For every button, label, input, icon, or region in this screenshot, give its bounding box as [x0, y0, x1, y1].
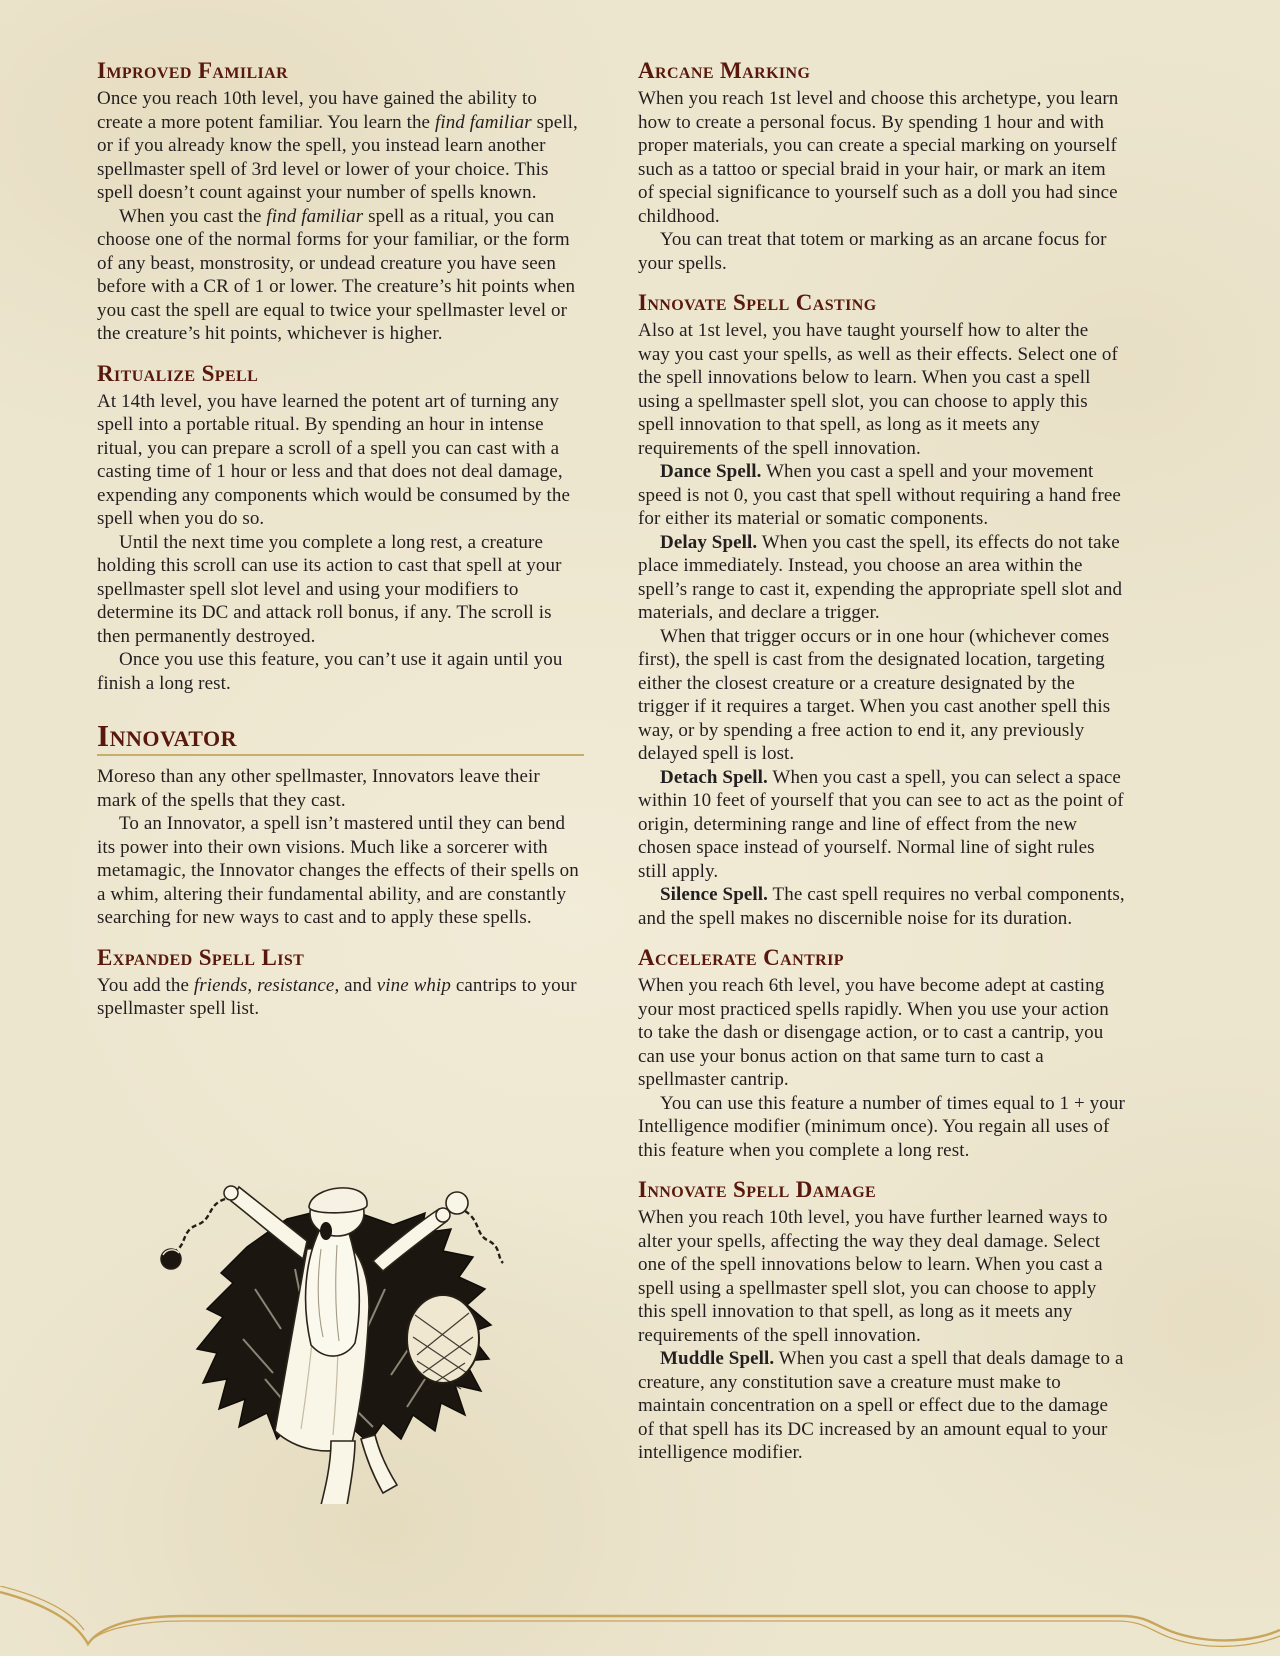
italic-run: find familiar	[434, 111, 532, 133]
right-column	[638, 58, 1125, 1504]
bold-run: Detach Spell.	[660, 766, 768, 788]
text-run: Moreso than any other spellmaster, Innovators leave their mark of the spells that they cast.	[97, 766, 540, 811]
section-heading: Expanded Spell List	[97, 944, 305, 970]
text-run: When you cast a spell, you can select a space within 10 feet of yourself that you can see to act as the point of origin, determining range and line of effect from the new chosen space instead of yourself. Normal line of sight rules still apply.	[638, 766, 1124, 882]
text-run: , and	[334, 974, 377, 996]
paragraph	[638, 531, 1125, 625]
paragraph	[638, 1092, 1125, 1163]
paragraph	[97, 765, 584, 812]
paragraph	[638, 228, 1125, 275]
right-column-text	[638, 58, 1125, 1465]
paragraph	[638, 625, 1125, 766]
section-heading: Improved Familiar	[97, 58, 289, 83]
section-heading: Arcane Marking	[638, 58, 811, 83]
paragraph	[97, 205, 584, 346]
footer-ornament	[0, 1586, 1280, 1656]
text-run: When you cast the	[119, 205, 267, 227]
bold-run: Muddle Spell.	[660, 1348, 775, 1369]
paragraph	[638, 766, 1125, 884]
paragraph	[638, 87, 1125, 228]
section-heading: Innovate Spell Damage	[638, 1177, 877, 1202]
paragraph	[97, 87, 584, 205]
bold-run: Silence Spell.	[660, 884, 769, 905]
italic-run: vine whip	[376, 974, 451, 996]
text-run: spell as a ritual, you can choose one of the normal forms for your familiar, or the form of any beast, monstrosity, or undead creature you have seen before with a CR of 1 or lower. The creature’s hit points when you cast the spell are equal to twice your spellmaster level or the creature’s hit points, whichever is higher.	[97, 205, 576, 344]
paragraph	[638, 319, 1125, 460]
italic-run: find familiar	[266, 205, 364, 227]
text-run: When you reach 1st level and choose this archetype, you learn how to create a personal focus. By spending 1 hour and with proper materials, you can create a special marking on yourself such as a tattoo or special braid in your hair, or mark an item of special significance to yourself such as a doll you had since childhood.	[638, 88, 1119, 227]
left-column	[97, 58, 584, 1504]
left-column-text	[97, 58, 584, 1021]
wizard-illustration	[125, 1109, 517, 1504]
section-heading: Ritualize Spell	[97, 360, 259, 386]
paragraph	[638, 883, 1125, 930]
section-heading-large: Innovator	[97, 719, 584, 756]
text-run: cantrips to your spellmaster spell list.	[97, 974, 577, 1019]
text-run: When you cast a spell that deals damage to a creature, any constitution save a creature must make to maintain concentration on a spell or effect due to the damage of that spell has its DC increased by an amount equal to your intelligence modifier.	[638, 1348, 1124, 1463]
section-heading: Innovate Spell Casting	[638, 290, 877, 315]
text-run: When you cast a spell and your movement speed is not 0, you cast that spell without requiring a hand free for either its material or somatic components.	[638, 461, 1121, 529]
italic-run: friends	[193, 974, 248, 996]
text-run: When you reach 10th level, you have further learned ways to alter your spells, affecting the way they deal damage. Select one of the spell innovations below to learn. When you cast a spell using a spellmaster spell slot, you can choose to apply this spell innovation to that spell, as long as it meets any requirements of the spell innovation.	[638, 1207, 1108, 1346]
italic-run: resistance	[257, 974, 335, 996]
paragraph	[638, 1206, 1125, 1347]
section-heading: Accelerate Cantrip	[638, 945, 844, 970]
paragraph	[97, 812, 584, 930]
text-run: The cast spell requires no verbal components, and the spell makes no discernible noise for its duration.	[638, 884, 1125, 929]
text-run: Until the next time you complete a long rest, a creature holding this scroll can use its action to cast that spell at your spellmaster spell slot level and using your modifiers to determine its DC and attack roll bonus, if any. The scroll is then permanently destroyed.	[97, 531, 562, 647]
text-run: When that trigger occurs or in one hour (whichever comes first), the spell is cast from the designated location, targeting either the closest creature or a creature designated by the trigger if it requires a target. When you cast another spell this way, or by spending a free action to end it, any previously delayed spell is lost.	[638, 625, 1111, 764]
text-run: Once you use this feature, you can’t use it again until you finish a long rest.	[97, 649, 563, 694]
paragraph	[638, 974, 1125, 1092]
text-run: You add the	[97, 974, 194, 996]
bold-run: Delay Spell.	[660, 531, 758, 553]
text-run: At 14th level, you have learned the potent art of turning any spell into a portable ritual. By spending an hour in intense ritual, you can prepare a scroll of a spell you can cast with a casting time of 1 hour or less and that does not deal damage, expending any components which would be consumed by the spell when you do so.	[97, 390, 571, 529]
paragraph	[638, 1347, 1125, 1465]
text-run: spell, or if you already know the spell, you instead learn another spellmaster spell of 3rd level or lower of your choice. This spell doesn’t count against your number of spells known.	[97, 111, 578, 203]
text-run: To an Innovator, a spell isn’t mastered until they can bend its power into their own visions. Much like a sorcerer with metamagic, the Innovator changes the effects of their spells on a whim, altering their fundamental ability, and are constantly searching for new ways to cast and to apply these spells.	[97, 813, 579, 928]
text-run: You can treat that totem or marking as an arcane focus for your spells.	[638, 229, 1107, 274]
paragraph	[97, 648, 584, 695]
text-run: ,	[247, 974, 258, 996]
paragraph	[97, 974, 584, 1021]
paragraph	[97, 531, 584, 649]
text-run: When you reach 6th level, you have become adept at casting your most practiced spells rapidly. When you use your action to take the dash or disengage action, or to cast a cantrip, you can use your bonus action on that same turn to cast a spellmaster cantrip.	[638, 975, 1109, 1090]
text-run: You can use this feature a number of times equal to 1 + your Intelligence modifier (minimum once). You regain all uses of this feature when you complete a long rest.	[638, 1092, 1125, 1161]
text-run: Also at 1st level, you have taught yourself how to alter the way you cast your spells, as well as their effects. Select one of the spell innovations below to learn. When you cast a spell using a spellmaster spell slot, you can choose to apply this spell innovation to that spell, as long as it meets any requirements of the spell innovation.	[638, 320, 1118, 459]
text-run: When you cast the spell, its effects do not take place immediately. Instead, you choose an area within the spell’s range to cast it, expending the appropriate spell slot and materials, and declare a trigger.	[638, 531, 1123, 623]
text-run: Once you reach 10th level, you have gained the ability to create a more potent familiar. You learn the	[97, 88, 537, 133]
bold-run: Dance Spell.	[660, 461, 762, 482]
paragraph	[638, 460, 1125, 531]
paragraph	[97, 390, 584, 531]
